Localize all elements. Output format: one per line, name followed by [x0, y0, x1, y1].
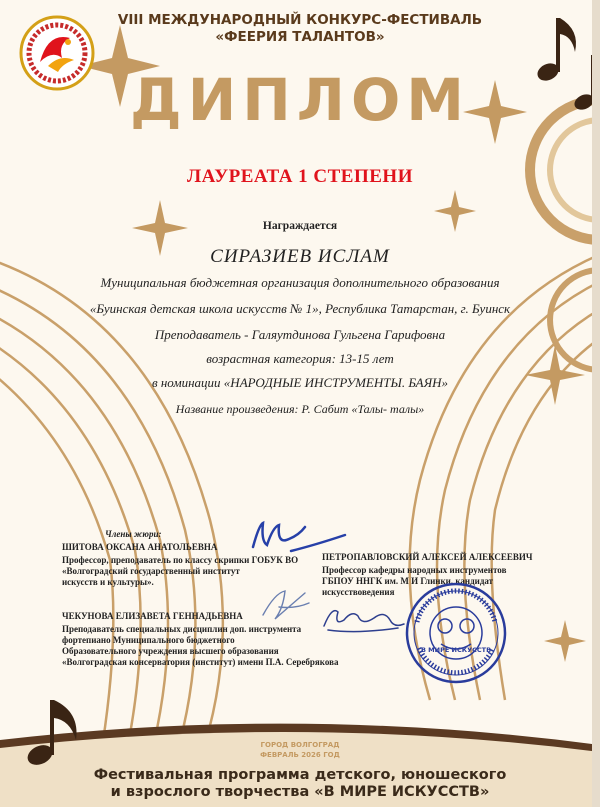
- jury-member3-desc2: фортепиано Муниципального бюджетного: [62, 635, 235, 645]
- jury-member1-name: ШИТОВА ОКСАНА АНАТОЛЬЕВНА: [62, 542, 218, 552]
- jury-member1-desc3: искусств и культуры».: [62, 577, 154, 587]
- teacher-line: Преподаватель - Галяутдинова Гульгена Гарифовна: [154, 327, 446, 342]
- jury-member1-desc1: Профессор, преподаватель по классу скрипки ГОБУК ВО: [62, 555, 299, 565]
- festival-header-line2: «ФЕЕРИЯ ТАЛАНТОВ»: [215, 29, 385, 45]
- organization-line1: Муниципальная бюджетная организация дополнительного образования: [100, 275, 500, 290]
- jury-label: Члены жюри:: [105, 529, 162, 539]
- jury-member2-desc2: ГБПОУ ННГК им. М И Глинки, кандидат: [322, 576, 494, 586]
- stamp-icon: [405, 582, 507, 684]
- jury-member3-name: ЧЕКУНОВА ЕЛИЗАВЕТА ГЕННАДЬЕВНА: [62, 611, 243, 621]
- awarded-label: Награждается: [262, 220, 338, 232]
- organization-line2: «Буинская детская школа искусств № 1», Республика Татарстан, г. Буинск: [89, 301, 511, 316]
- jury-member3-desc4: «Волгоградская консерватория (институт) имени П.А. Серебрякова: [62, 657, 339, 667]
- footer-line1: Фестивальная программа детского, юношеского: [93, 767, 507, 783]
- jury-member2-name: ПЕТРОПАВЛОВСКИЙ АЛЕКСЕЙ АЛЕКСЕЕВИЧ: [322, 552, 533, 562]
- jury-member2-desc1: Профессор кафедры народных инструментов: [322, 565, 507, 575]
- jury-member3-desc3: Образовательного учреждения высшего образования: [62, 646, 279, 656]
- recipient-name: СИРАЗИЕВ ИСЛАМ: [210, 246, 390, 267]
- festival-header-line1: VIII МЕЖДУНАРОДНЫЙ КОНКУРС-ФЕСТИВАЛЬ: [117, 12, 483, 28]
- official-stamp: [405, 582, 507, 684]
- piece-line: Название произведения: Р. Сабит «Талы- талы»: [175, 402, 425, 416]
- signature-chekunova: [255, 585, 315, 625]
- age-category-line: возрастная категория: 13-15 лет: [206, 351, 394, 366]
- diploma-degree: ЛАУРЕАТА 1 СТЕПЕНИ: [186, 166, 413, 187]
- date-label: ФЕВРАЛЬ 2026 ГОД: [260, 751, 340, 759]
- footer-line2: и взрослого творчества «В МИРЕ ИСКУССТВ»: [110, 784, 490, 800]
- nomination-line: в номинации «НАРОДНЫЕ ИНСТРУМЕНТЫ. БАЯН»: [151, 375, 449, 390]
- stamp-text: В МИРЕ ИСКУССТВ: [420, 646, 492, 654]
- city-label: ГОРОД ВОЛГОГРАД: [260, 741, 340, 749]
- signature-petropavlovsky: [318, 598, 408, 638]
- jury-member1-desc2: «Волгоградский государственный институт: [62, 566, 240, 576]
- diploma-title: ДИПЛОМ: [130, 66, 470, 134]
- jury-member3-desc1: Преподаватель специальных дисциплин доп. инструмента: [62, 624, 302, 634]
- jury-member2-desc3: искусствоведения: [322, 587, 395, 597]
